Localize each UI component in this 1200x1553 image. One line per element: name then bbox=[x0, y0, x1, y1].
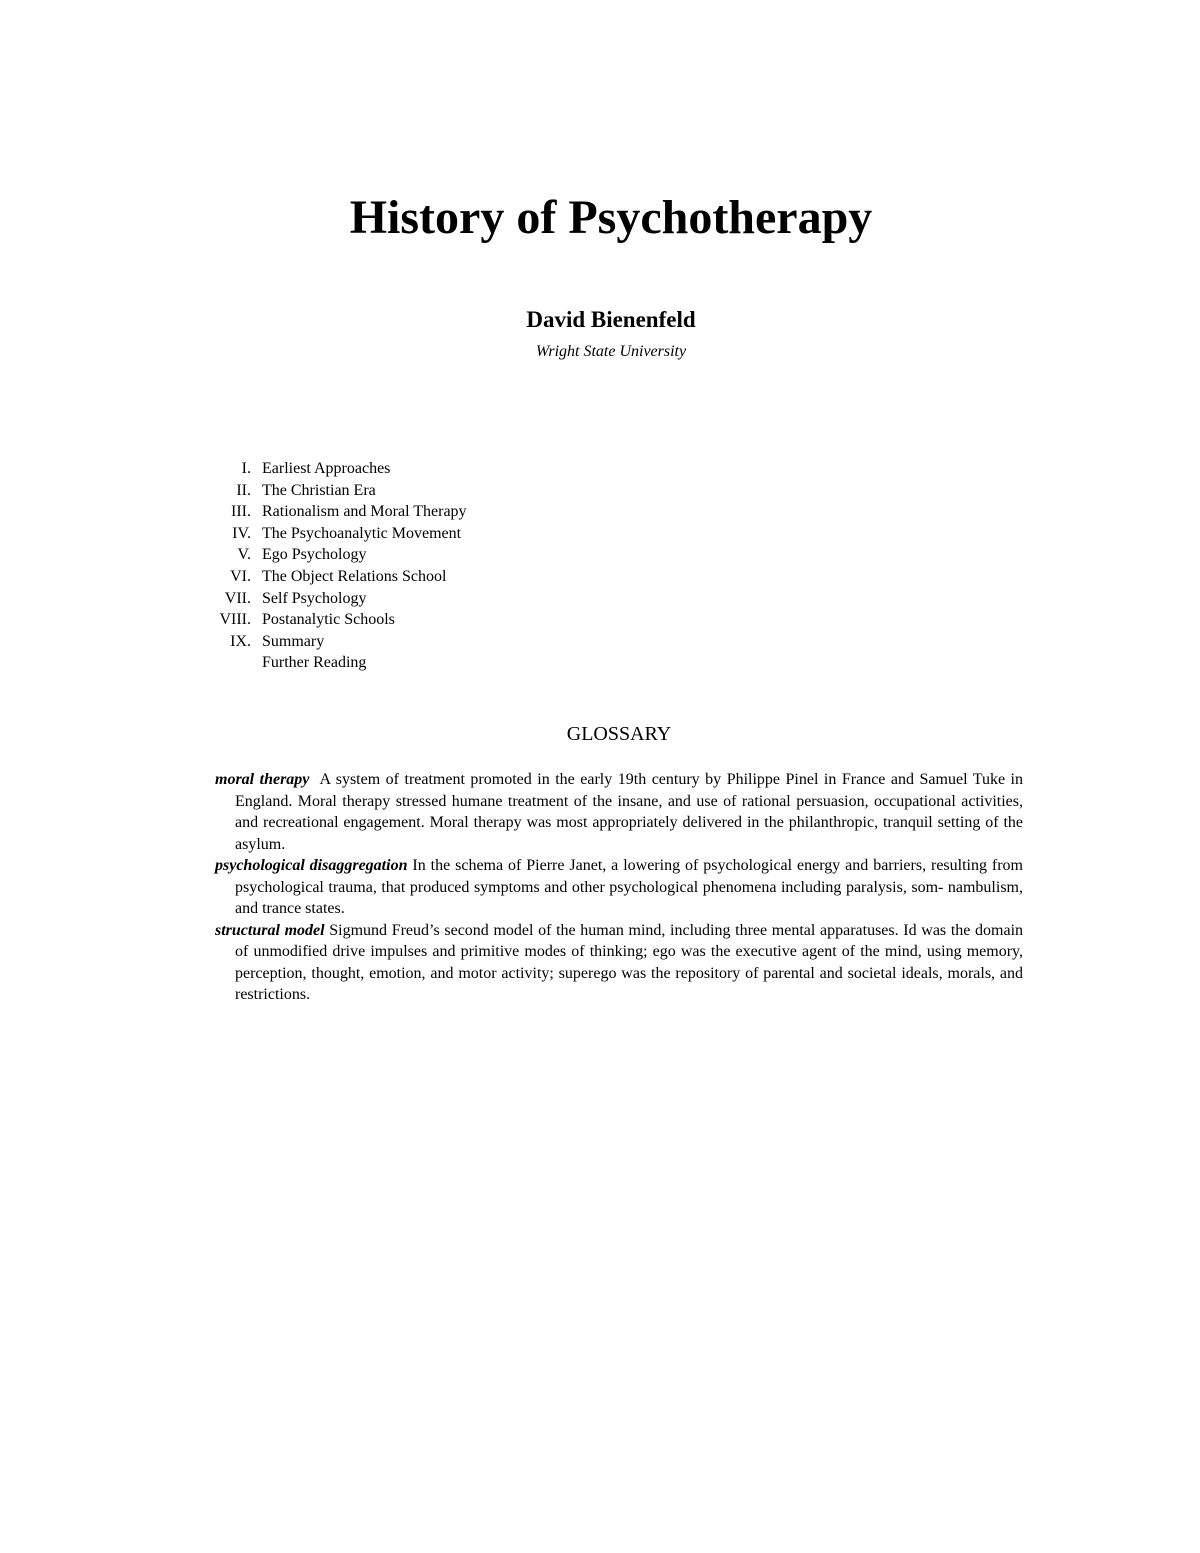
glossary-heading: GLOSSARY bbox=[566, 723, 672, 745]
author-affiliation: Wright State University bbox=[535, 343, 687, 360]
document-title: History of Psychotherapy bbox=[349, 191, 873, 244]
glossary-definition: Sigmund Freud’s second model of the human mind, including three mental apparatuses. Id was the domain of unmodified drive impulses and primitive modes of thinking; ego was the executive agent of the mind, using memory, perception, thought, emotion, and motor activity; superego was the repository of parental and societal ideals, morals, and restrictions. bbox=[235, 921, 1024, 1003]
glossary-list bbox=[215, 769, 1023, 1006]
glossary-entry bbox=[215, 920, 1023, 1006]
toc-item-label: The Object Relations School bbox=[262, 567, 447, 585]
toc-item-number: III. bbox=[231, 503, 251, 521]
author-name: David Bienenfeld bbox=[526, 307, 696, 332]
toc-item-number: I. bbox=[241, 460, 251, 477]
toc-item-number: IX. bbox=[230, 632, 251, 650]
toc-item-label: Earliest Approaches bbox=[262, 460, 391, 477]
glossary-definition: In the schema of Pierre Janet, a lowering of psychological energy and barriers, resulting from psychological trauma, that produced symptoms and other psychological phenomena including paralysis, som- nambulism, and trance states. bbox=[235, 857, 1023, 917]
toc-item bbox=[200, 652, 800, 674]
toc-item-label: Self Psychology bbox=[262, 589, 367, 607]
toc-item-number: II. bbox=[236, 481, 251, 499]
toc-item-number: IV. bbox=[232, 524, 251, 542]
toc-item bbox=[200, 458, 800, 480]
glossary-definition: A system of treatment promoted in the early 19th century by Philippe Pinel in France and Samuel Tuke in England. Moral therapy stressed humane treatment of the insane, and use of rational persuasion, occupational activities, and recreational engagement. Moral therapy was most appropriately delivered in the philanthropic, tranquil setting of the asylum. bbox=[235, 771, 1024, 853]
toc-item-number: VI. bbox=[230, 567, 251, 585]
toc-item-label: Ego Psychology bbox=[262, 546, 367, 564]
toc-item-label: The Psychoanalytic Movement bbox=[262, 524, 462, 542]
toc-item bbox=[200, 523, 800, 545]
glossary-entry bbox=[215, 855, 1023, 920]
toc-item bbox=[200, 501, 800, 523]
table-of-contents bbox=[200, 458, 800, 674]
glossary-term: structural model bbox=[215, 921, 325, 939]
toc-item-label: Summary bbox=[262, 632, 325, 650]
toc-item bbox=[200, 480, 800, 502]
toc-item-number bbox=[200, 652, 251, 674]
toc-item-label: Rationalism and Moral Therapy bbox=[262, 503, 467, 521]
toc-item-number: VII. bbox=[224, 589, 251, 607]
toc-item bbox=[200, 588, 800, 610]
glossary-term: moral therapy bbox=[215, 771, 310, 788]
toc-item-number: VIII. bbox=[219, 611, 251, 629]
glossary-term: psychological disaggregation bbox=[215, 857, 408, 874]
toc-item bbox=[200, 544, 800, 566]
toc-item-label: Further Reading bbox=[262, 654, 367, 672]
glossary-entry bbox=[215, 769, 1023, 855]
toc-item bbox=[200, 566, 800, 588]
toc-item bbox=[200, 609, 800, 631]
toc-item bbox=[200, 631, 800, 653]
toc-item-label: The Christian Era bbox=[262, 481, 376, 499]
toc-item-number: V. bbox=[237, 546, 251, 564]
toc-item-label: Postanalytic Schools bbox=[262, 611, 395, 629]
